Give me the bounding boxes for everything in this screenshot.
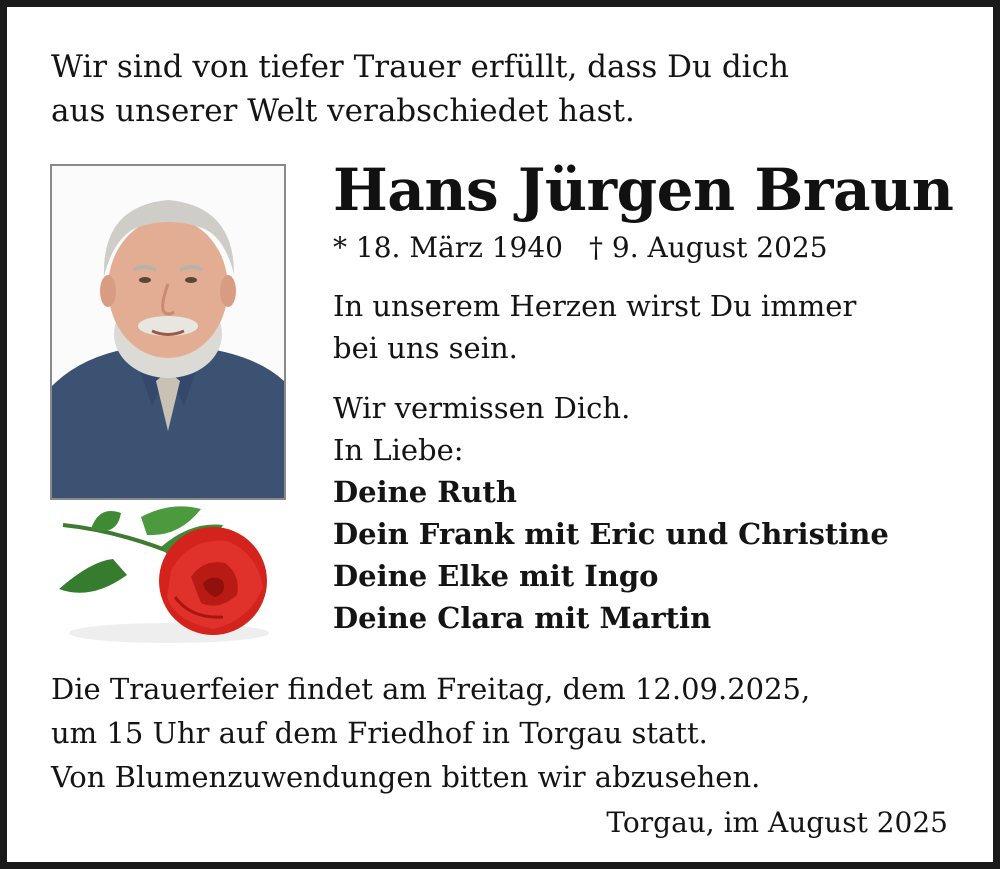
message-line: bei uns sein. [333, 331, 518, 365]
birth-date: * 18. März 1940 [333, 231, 563, 264]
family-member: Deine Ruth [333, 475, 517, 509]
intro-line: Wir sind von tiefer Trauer erfüllt, dass Du dich [51, 49, 789, 85]
portrait-photo [50, 164, 286, 500]
place-date: Torgau, im August 2025 [606, 806, 948, 839]
funeral-notice [51, 667, 971, 799]
message-line: In unserem Herzen wirst Du immer [333, 289, 857, 323]
funeral-line: um 15 Uhr auf dem Friedhof in Torgau statt. [51, 716, 708, 750]
farewell-line: Wir vermissen Dich. [333, 391, 631, 425]
funeral-line: Von Blumenzuwendungen bitten wir abzusehen. [51, 760, 761, 794]
family-member: Deine Elke mit Ingo [333, 559, 659, 593]
portrait-illustration [52, 166, 284, 498]
deceased-name: Hans Jürgen Braun [333, 156, 954, 224]
life-dates [333, 229, 828, 267]
death-date: † 9. August 2025 [589, 231, 828, 264]
rose-icon [51, 501, 281, 651]
rose-image [51, 501, 281, 651]
intro-text [51, 45, 951, 133]
family-member: Deine Clara mit Martin [333, 601, 712, 635]
farewell-block [333, 387, 973, 639]
funeral-line: Die Trauerfeier findet am Freitag, dem 12.09.2025, [51, 672, 811, 706]
farewell-line: In Liebe: [333, 433, 464, 467]
memorial-message [333, 285, 973, 369]
intro-line: aus unserer Welt verabschiedet hast. [51, 93, 635, 129]
family-member: Dein Frank mit Eric und Christine [333, 517, 889, 551]
